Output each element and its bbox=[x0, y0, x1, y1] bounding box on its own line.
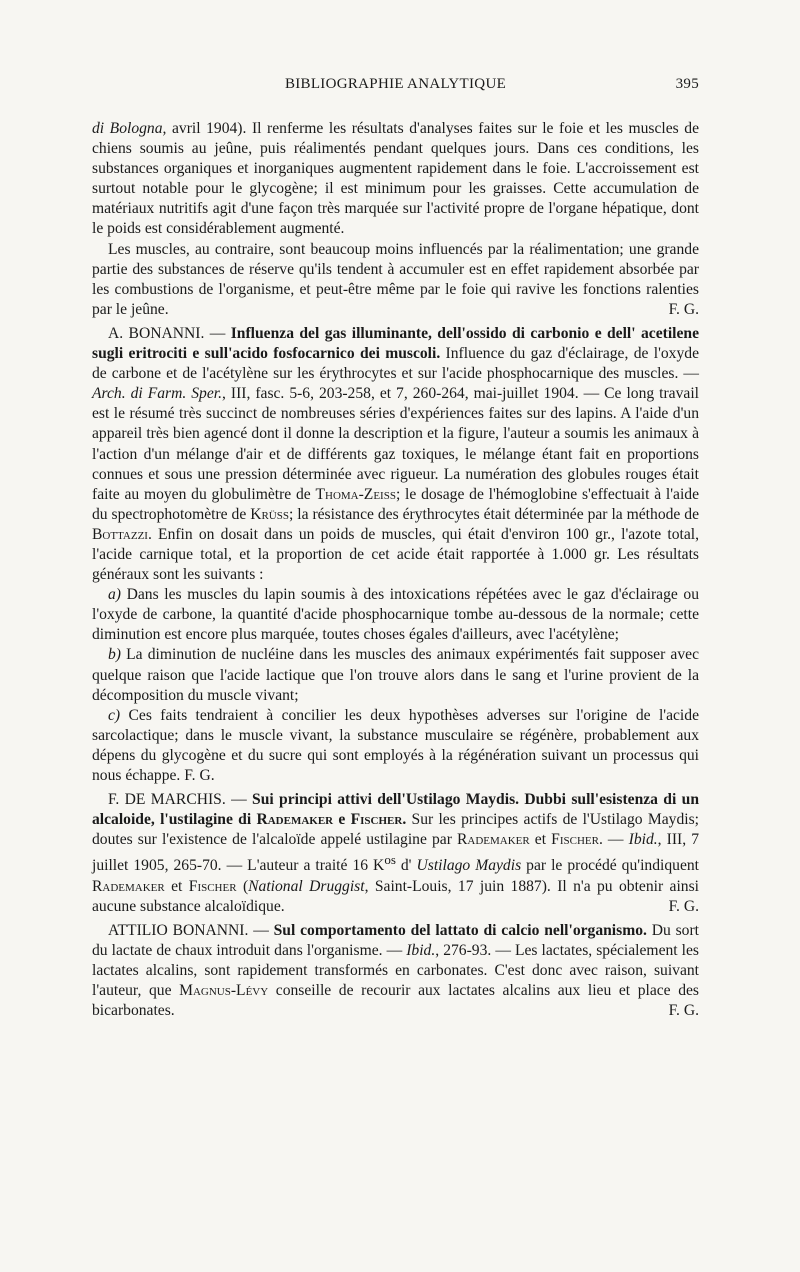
entry-text: . — bbox=[598, 831, 629, 849]
entry-author: F. DE MARCHIS. — bbox=[108, 791, 253, 809]
item-text: La diminution de nucléine dans les muscles des animaux expérimentés fait supposer avec quelque raison que l'acide lactique que l'on trouve alors dans le sang et l'urine provient de la décomposition du muscle vivant; bbox=[92, 646, 699, 704]
journal-name: Arch. di Farm. Sper. bbox=[92, 385, 222, 403]
person-name: Thoma-Zeiss bbox=[315, 485, 396, 503]
species-name: Ustilago Maydis bbox=[416, 857, 522, 875]
person-name: Fischer bbox=[350, 811, 403, 829]
entry-text: conseille de recourir aux lactates alcalins aux lieu et place des bicarbonates. bbox=[92, 982, 699, 1020]
entry-text: d' bbox=[395, 857, 417, 875]
entry-author: A. BONANNI. — bbox=[108, 324, 231, 342]
running-header bbox=[92, 76, 699, 98]
review-entry-bonanni-lactate bbox=[92, 921, 699, 1021]
entry-text: ( bbox=[236, 877, 249, 895]
item-label: c) bbox=[108, 706, 121, 724]
review-entry-bonanni-gas bbox=[92, 324, 699, 585]
entry-text: Sur les principes actifs de l'Ustilago Maydis; doutes sur l'existence de l'alcaloïde appelé ustilagine par bbox=[92, 811, 699, 849]
page-body bbox=[92, 119, 699, 1021]
person-name: Bottazzi bbox=[92, 525, 148, 543]
person-name: Krüss bbox=[250, 505, 289, 523]
paragraph-liver bbox=[92, 119, 699, 240]
person-name: Fischer bbox=[551, 831, 599, 849]
item-text: Ces faits tendraient à concilier les deux hypothèses adverses sur l'origine de l'acide sarcolactique; dans le muscle vivant, la substance musculaire se régénère, probablement aux dépens du glycogène et du sucre qui sont employés à la régénération suivant un processus qui nous échappe. bbox=[92, 706, 699, 784]
item-label: a) bbox=[108, 586, 121, 604]
running-title: BIBLIOGRAPHIE ANALYTIQUE bbox=[284, 76, 507, 92]
paragraph-text: avril 1904). Il renferme les résultats d'analyses faites sur le foie et les muscles de chiens soumis au jeûne, puis réalimentés pendant quelques jours. Dans ces conditions, les substances organiques et inorganiques augmentent rapidement dans le foie. L'accroissement est surtout notable pour le glycogène; il est minimum pour les graisses. Cette accumulation de matériaux nutritifs agit d'une façon très marquée sur l'activité propre de l'organe hépatique, dont le poids est considérablement augmenté. bbox=[92, 120, 699, 238]
entry-text: et bbox=[164, 877, 189, 895]
entry-text: et bbox=[529, 831, 552, 849]
entry-text: Influence du gaz d'éclairage, de l'oxyde de carbone et de l'acétylène sur les érythrocytes et sur l'acide phosphocarnique des muscles. — bbox=[92, 345, 699, 383]
entry-author: ATTILIO BONANNI. — bbox=[108, 921, 274, 939]
entry-title-text: . bbox=[402, 811, 407, 829]
item-label: b) bbox=[108, 646, 121, 664]
ibid-reference: Ibid. bbox=[406, 941, 436, 959]
paragraph-text: Les muscles, au contraire, sont beaucoup moins influencés par la réalimentation; une grande partie des substances de réserve qu'ils tendent à accumuler est en effet rapidement absorbée par les combustions de l'organisme, et peut-être même par le foie qui ravive les fonctions ralenties par le jeûne. bbox=[92, 240, 699, 318]
signature: F. G. bbox=[184, 767, 215, 784]
result-item-b bbox=[92, 645, 699, 705]
entry-text: ; le dosage de l'hémoglobine s'effectuait à l'aide du spectrophotomètre de bbox=[92, 485, 699, 523]
entry-text: ; la résistance des érythrocytes était déterminée par la méthode de bbox=[288, 505, 699, 523]
entry-title: Influenza del gas illuminante, dell'ossido di carbonio e dell' acetilene sugli eritrociti e sull'acido fosfocarnico dei muscoli. bbox=[92, 324, 700, 363]
journal-name: National Druggist bbox=[248, 877, 365, 895]
entry-title-text: e bbox=[333, 811, 351, 829]
entry-text: , Saint-Louis, 17 juin 1887). Il n'a pu obtenir ainsi aucune substance alcaloïdique. bbox=[92, 877, 699, 915]
person-name: Magnus-Lévy bbox=[179, 982, 269, 1000]
page-number: 395 bbox=[675, 76, 699, 92]
result-item-c bbox=[92, 706, 699, 786]
result-item-a bbox=[92, 585, 699, 645]
entry-title-text: Sui principi attivi dell'Ustilago Maydis. Dubbi sull'esistenza di un alcaloide, l'ustilagine di bbox=[92, 791, 699, 829]
entry-title: Sul comportamento del lattato di calcio nell'organismo. bbox=[273, 921, 647, 939]
journal-name: di Bologna, bbox=[92, 120, 167, 137]
ibid-reference: Ibid. bbox=[628, 831, 658, 849]
entry-text: , III, fasc. 5-6, 203-258, et 7, 260-264, mai-juillet 1904. — Ce long travail est le résumé très succinct de nombreuses séries d'expériences faites sur des lapins. A l'aide d'un appareil très bien agencé dont il donne la description et la figure, l'auteur a soumis les animaux à l'action d'un mélange d'air et de différents gaz toxiques, le mélange étant fait en proportions connues et sous une pression déterminée avec rigueur. La numération des globules rouges était faite au moyen du globulimètre de bbox=[92, 385, 699, 503]
person-name: Rademaker bbox=[92, 877, 165, 895]
person-name: Rademaker bbox=[456, 831, 530, 849]
item-text: Dans les muscles du lapin soumis à des intoxications répétées avec le gaz d'éclairage ou l'oxyde de carbone, la quantité d'acide phosphocarnique tombe au-dessous de la normale; cette diminution est encore plus marquée, toutes choses égales d'ailleurs, avec l'acétylène; bbox=[92, 586, 699, 644]
person-name: Rademaker bbox=[256, 811, 334, 829]
superscript: os bbox=[384, 852, 396, 868]
review-entry-de-marchis bbox=[92, 790, 699, 917]
signature: F. G. bbox=[668, 300, 699, 318]
signature: F. G. bbox=[668, 897, 699, 915]
entry-text: . Enfin on dosait dans un poids de muscles, qui était d'environ 100 gr., l'azote total, l'acide carnique total, et la proportion de cet acide était rapportée à 1.000 gr. Les résultats généraux sont les suivants : bbox=[92, 525, 699, 584]
entry-text: par le procédé qu'indiquent bbox=[521, 857, 699, 875]
entry-text: , III, 7 juillet 1905, 265-70. — L'auteur a traité 16 K bbox=[92, 831, 699, 875]
signature: F. G. bbox=[668, 1002, 699, 1020]
person-name: Fischer bbox=[188, 877, 237, 895]
paragraph-muscles bbox=[92, 240, 699, 320]
entry-text: , 276-93. — Les lactates, spécialement les lactates alcalins, sont rapidement transformés en carbonates. C'est donc avec raison, suivant l'auteur, que bbox=[92, 941, 699, 1000]
entry-text: Du sort du lactate de chaux introduit dans l'organisme. — bbox=[92, 921, 700, 959]
